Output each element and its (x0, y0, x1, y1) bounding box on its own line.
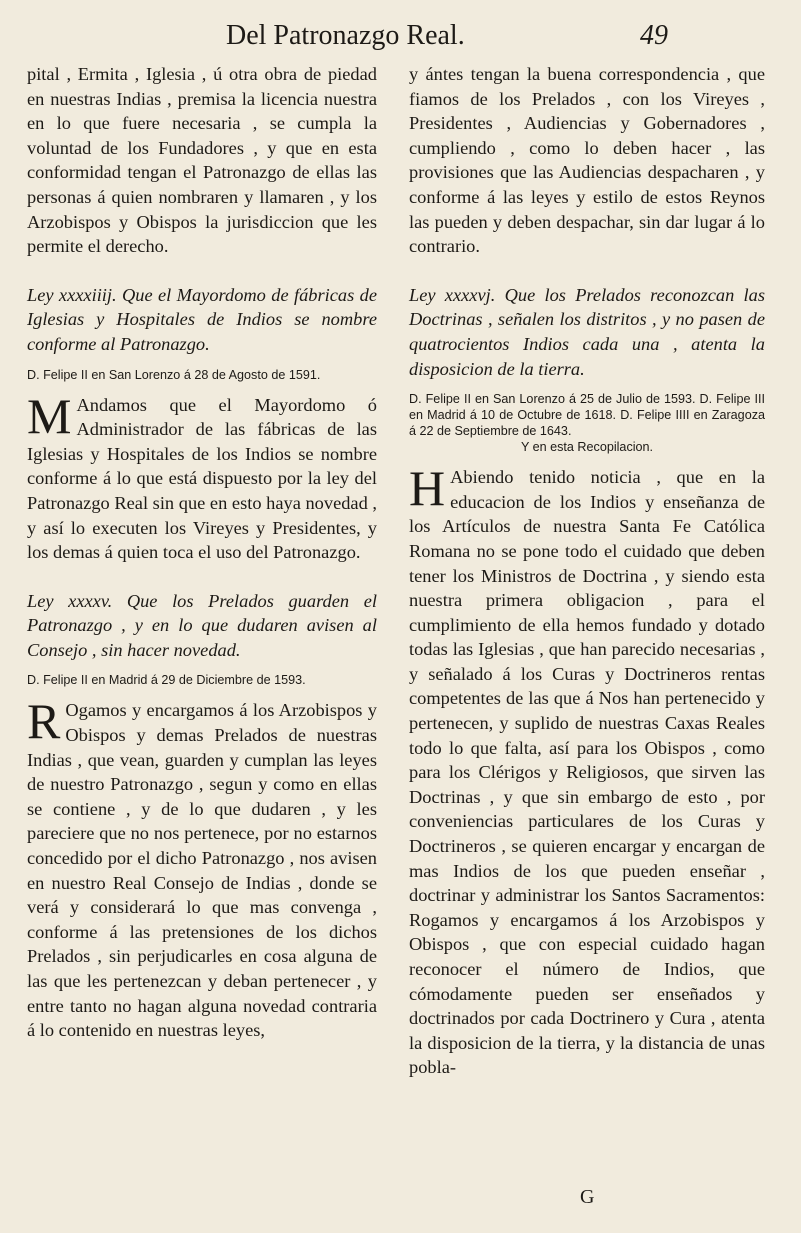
running-header (0, 14, 801, 58)
law-46-body (409, 460, 765, 1080)
law-45-text: Ogamos y encargamos á los Arzobispos y Obispos y demas Prelados de nuestras Indias , que vean, guarden y cumplan las leyes de nuestro Patronazgo , segun y como en ellas se contiene , y de lo que dudaren , y les pareciere que no nos pertenece, por no estarnos concedido por el dicho Patronazgo , nos avisen en nuestro Real Consejo de Indias , donde se verá y considerará lo que mas convenga , conforme á las pretensiones de los dichos Prelados , sin perjudicarles en cosa alguna de las que les pertenezcan y deban pertenecer , y entre tanto no hagan alguna novedad contraria á lo contenido en nuestras leyes, (27, 700, 377, 1041)
law-44-body (27, 387, 377, 565)
law-46-text: Abiendo tenido noticia , que en la educacion de los Indios y enseñanza de los Artículos de nuestra Santa Fe Católica Romana no se pone todo el cuidado que deben tener los Ministros de Doctrina , y siendo esta nuestra primera obligacion , para el cumplimiento de ella hemos fundado y dotado todas las Iglesias , que han parecido necesarias , y señalado á los Curas y Doctrineros rentas competentes de las que á Nos han pertenecido y pertenecen, y suplido de nuestras Caxas Reales todo lo que falta, así para los Obispos , como para los Clérigos y Religiosos, que sirven las Doctrinas , y que sin embargo de esto , por conveniencias particulares de los Curas y Doctrineros , se quieren encargar y encargan de mas Indios de los que pueden enseñar , doctrinar y administrar los Santos Sacramentos: Rogamos y encargamos á los Arzobispos y Obispos , que con especial cuidado hagan reconocer el número de Indios, que cómodamente pueden ser enseñados y doctrinados por cada Doctrinero y Cura , atenta la disposicion de la tierra, y la distancia de unas pobla- (409, 467, 765, 1078)
signature-mark: G (580, 1186, 595, 1208)
law-44-title: Ley xxxxiiij. Que el Mayordomo de fábricas de Iglesias y Hospitales de Indios se nombre conforme al Patronazgo. (27, 284, 377, 354)
right-column (409, 62, 765, 1080)
law-45-body (27, 693, 377, 1042)
law-46-reference-note: Y en esta Recopilacion. (520, 440, 654, 455)
law-46-reference: D. Felipe II en San Lorenzo á 25 de Julio de 1593. D. Felipe III en Madrid á 10 de Octubre de 1618. D. Felipe IIII en Zaragoza á 22 de Septiembre de 1643. (409, 392, 765, 439)
law-44-text: Andamos que el Mayordomo ó Administrador de las fábricas de las Iglesias y Hospitales de los Indios se nombre conforme á lo que está dispuesto por la ley del Patronazgo Real sin que en esto haya novedad , y así lo executen los Vireyes y Presidentes, y los demas á quien toca el uso del Patronazgo. (27, 394, 377, 563)
running-title: Del Patronazgo Real. (226, 20, 465, 51)
left-column (27, 62, 377, 1043)
page-number: 49 (640, 20, 668, 51)
paragraph-continuation-right: y ántes tengan la buena correspondencia , que fiamos de los Prelados , con los Vireyes , Presidentes , Audiencias y Gobernadores , cumpliendo , como lo deben hacer , las provisiones que las Audiencias despacharen , y conforme á las leyes y estilo de estos Reynos las pueden y deben despachar, sin dar lugar á lo contrario. (409, 64, 765, 257)
law-44-drop-cap: M (27, 387, 72, 444)
law-45-title: Ley xxxxv. Que los Prelados guarden el Patronazgo , y en lo que dudaren avisen al Consejo , sin hacer novedad. (27, 590, 377, 660)
law-46-drop-cap: H (409, 460, 446, 517)
paragraph-continuation: pital , Ermita , Iglesia , ú otra obra de piedad en nuestras Indias , premisa la licencia nuestra en lo que fuere necesaria , se cumpla la voluntad de los Fundadores , y que en esta conformidad tengan el Patronazgo de ellas las personas á quien nombraren y llamaren , y los Arzobispos y Obispos la jurisdiccion que les permite el derecho. (27, 64, 377, 257)
law-45-reference: D. Felipe II en Madrid á 29 de Diciembre de 1593. (27, 673, 306, 688)
law-46-title: Ley xxxxvj. Que los Prelados reconozcan las Doctrinas , señalen los distritos , y no pasen de quatrocientos Indios cada una , atenta la disposicion de la tierra. (409, 284, 765, 379)
law-44-reference: D. Felipe II en San Lorenzo á 28 de Agosto de 1591. (27, 367, 321, 382)
law-45-drop-cap: R (27, 693, 61, 750)
